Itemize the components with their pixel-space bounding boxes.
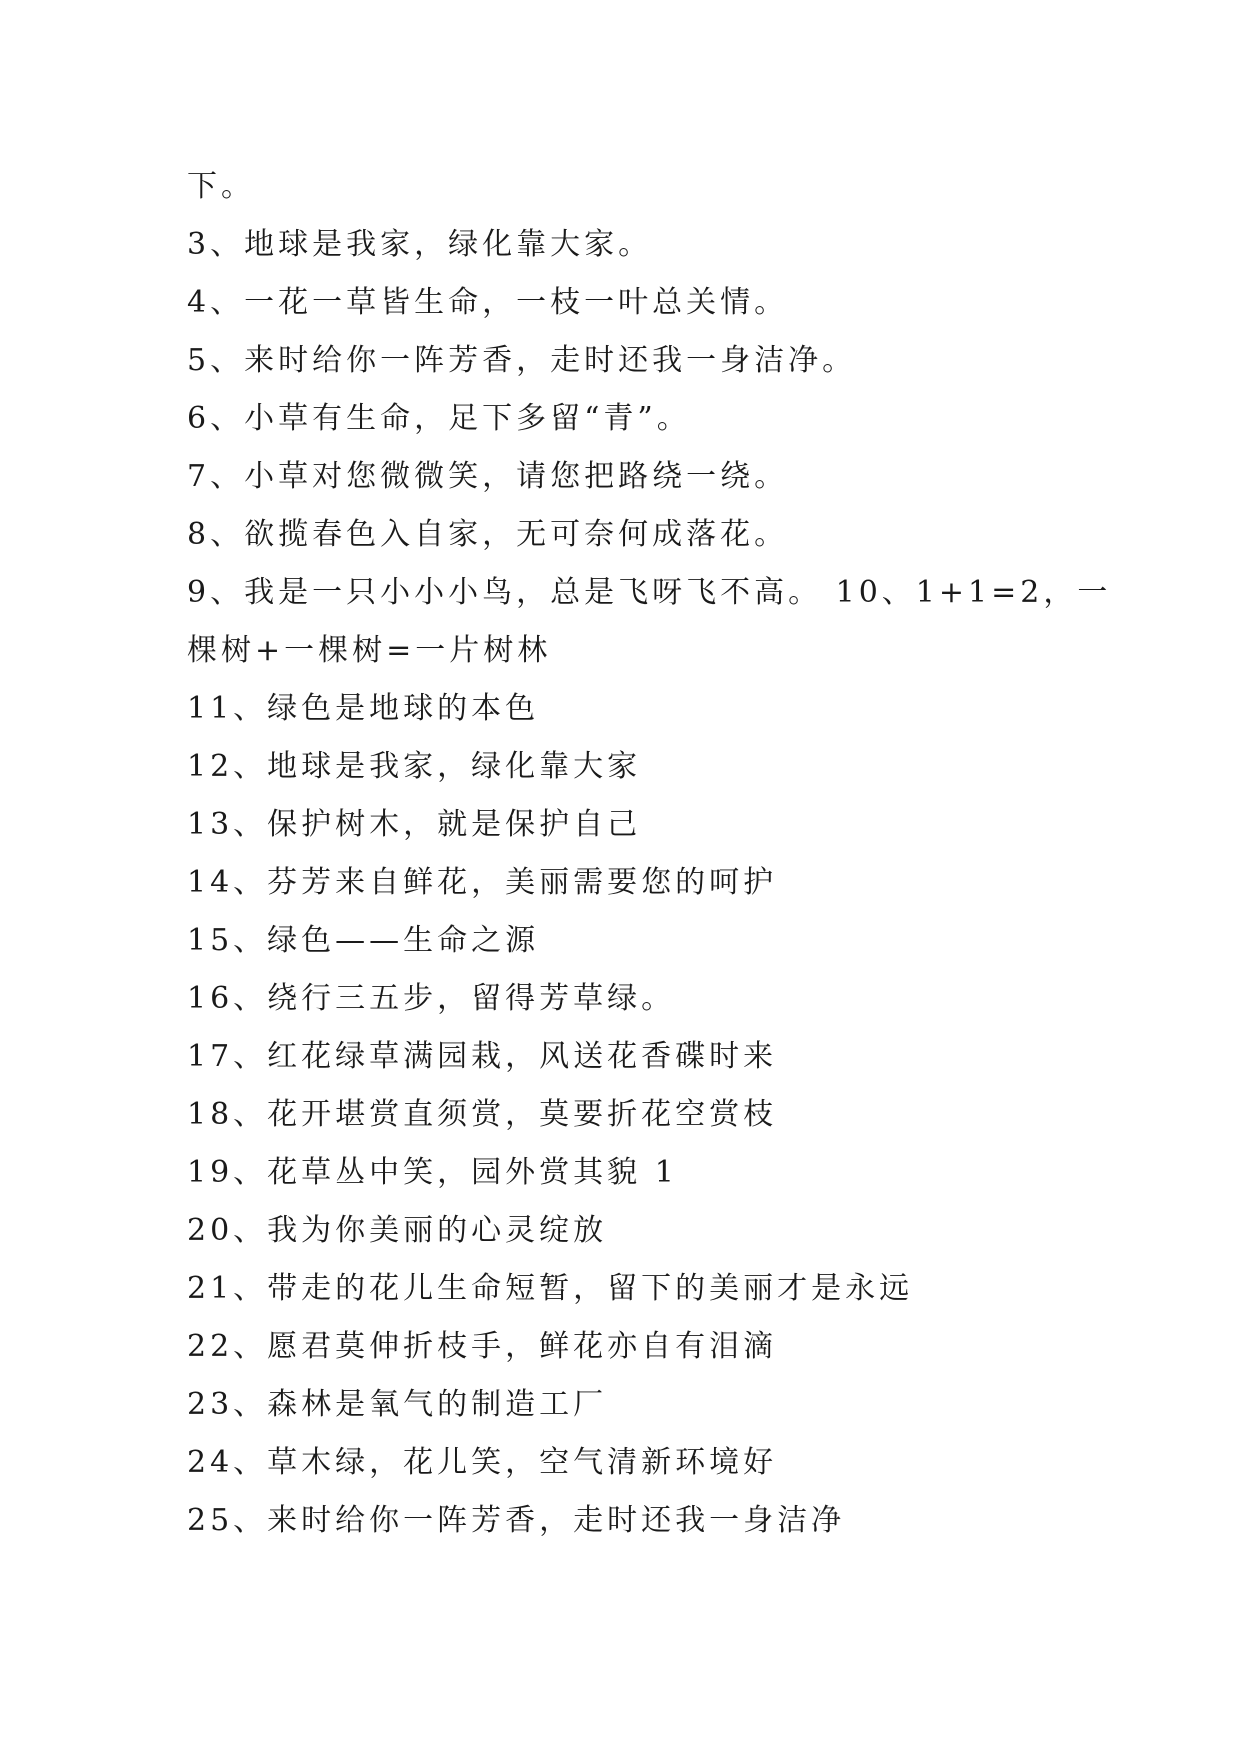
text-line: 6、小草有生命，足下多留“青”。 (187, 401, 691, 436)
text-line: 13、保护树木，就是保护自己 (187, 807, 642, 842)
text-line: 3、地球是我家，绿化靠大家。 (187, 227, 653, 262)
text-line: 9、我是一只小小小鸟，总是飞呀飞不高。 10、1+1=2，一 (187, 575, 1112, 610)
text-line: 19、花草丛中笑，园外赏其貌 1 (187, 1155, 678, 1190)
text-line: 20、我为你美丽的心灵绽放 (187, 1213, 608, 1248)
text-line: 8、欲揽春色入自家，无可奈何成落花。 (187, 517, 789, 552)
document-body (187, 158, 1112, 1550)
text-line: 4、一花一草皆生命，一枝一叶总关情。 (187, 285, 789, 320)
text-line: 下。 (187, 169, 255, 204)
text-line: 棵树+一棵树=一片树林 (187, 633, 552, 668)
text-line: 14、芬芳来自鲜花，美丽需要您的呵护 (187, 865, 778, 900)
text-line: 25、来时给你一阵芳香，走时还我一身洁净 (187, 1503, 846, 1538)
text-line: 24、草木绿，花儿笑，空气清新环境好 (187, 1445, 778, 1480)
text-line: 17、红花绿草满园栽，风送花香碟时来 (187, 1039, 778, 1074)
text-line: 12、地球是我家，绿化靠大家 (187, 749, 642, 784)
text-line: 7、小草对您微微笑，请您把路绕一绕。 (187, 459, 789, 494)
text-line: 15、绿色——生命之源 (187, 923, 540, 958)
text-line: 22、愿君莫伸折枝手，鲜花亦自有泪滴 (187, 1329, 778, 1364)
text-line: 18、花开堪赏直须赏，莫要折花空赏枝 (187, 1097, 778, 1132)
text-line: 16、绕行三五步，留得芳草绿。 (187, 981, 676, 1016)
text-line: 21、带走的花儿生命短暂，留下的美丽才是永远 (187, 1271, 914, 1306)
text-line: 5、来时给你一阵芳香，走时还我一身洁净。 (187, 343, 857, 378)
text-line: 11、绿色是地球的本色 (187, 691, 540, 726)
text-line: 23、森林是氧气的制造工厂 (187, 1387, 608, 1422)
